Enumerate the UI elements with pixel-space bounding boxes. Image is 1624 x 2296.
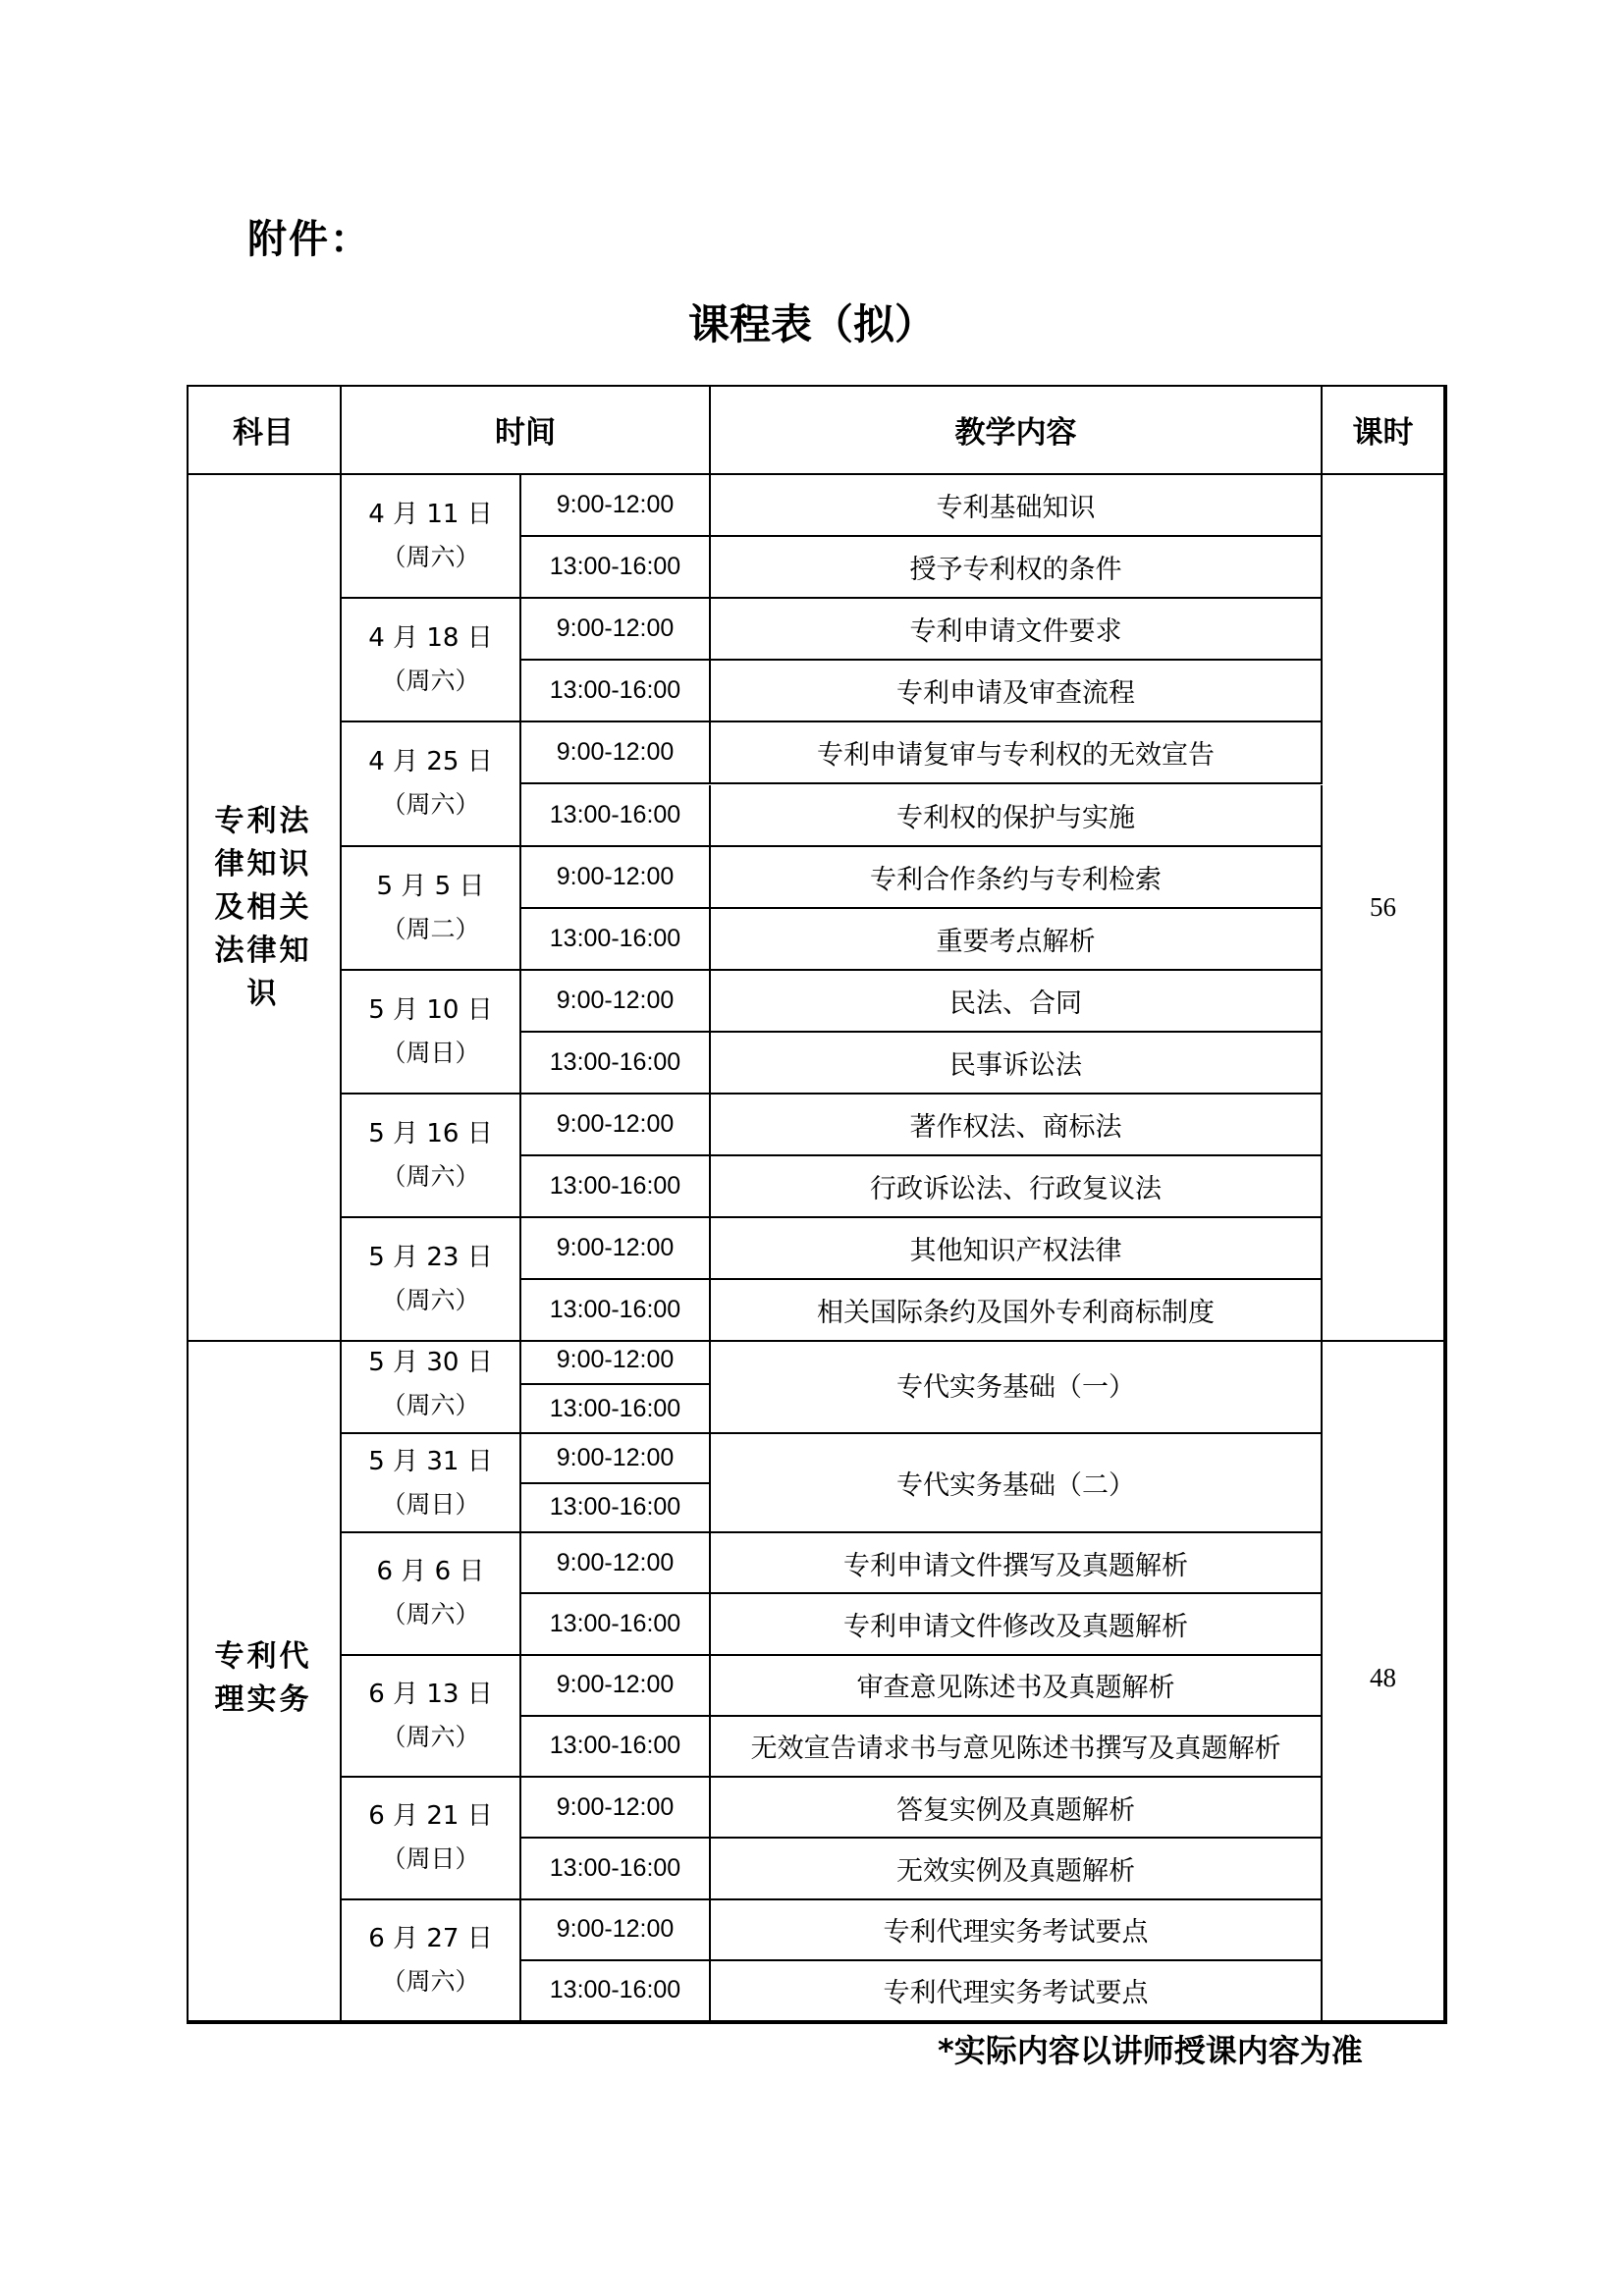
content-cell: 答复实例及真题解析 xyxy=(711,1778,1323,1839)
weekday-label: （周六） xyxy=(381,1722,480,1751)
date-label: 5 月 5 日 xyxy=(376,871,485,901)
time-slot-cell: 13:00-16:00 xyxy=(521,1156,711,1218)
content-cell: 专利基础知识 xyxy=(711,475,1323,537)
page-title: 课程表（拟） xyxy=(687,300,936,348)
time-slot-cell: 13:00-16:00 xyxy=(521,1594,711,1655)
time-slot-cell: 13:00-16:00 xyxy=(521,661,711,722)
date-label: 5 月 23 日 xyxy=(368,1243,493,1273)
date-cell xyxy=(342,599,521,722)
content-cell: 专利申请文件撰写及真题解析 xyxy=(711,1533,1323,1594)
time-slot-cell: 13:00-16:00 xyxy=(521,1484,711,1534)
time-slot-cell: 9:00-12:00 xyxy=(521,1656,711,1717)
time-slot-cell: 13:00-16:00 xyxy=(521,1033,711,1095)
subject-cell: 专利法律知识及相关法律知识 xyxy=(187,475,342,1342)
date-label: 4 月 11 日 xyxy=(368,500,493,530)
time-slot-cell: 13:00-16:00 xyxy=(521,1280,711,1342)
date-label: 5 月 30 日 xyxy=(368,1348,493,1377)
content-cell: 专利申请及审查流程 xyxy=(711,661,1323,722)
content-cell: 专利合作条约与专利检索 xyxy=(711,847,1323,909)
content-cell: 无效宣告请求书与意见陈述书撰写及真题解析 xyxy=(711,1717,1323,1778)
weekday-label: （周二） xyxy=(381,914,480,943)
content-cell: 相关国际条约及国外专利商标制度 xyxy=(711,1280,1323,1342)
time-slot-cell: 9:00-12:00 xyxy=(521,847,711,909)
time-slot-cell: 9:00-12:00 xyxy=(521,599,711,661)
weekday-label: （周六） xyxy=(381,543,480,572)
date-cell xyxy=(342,475,521,599)
time-slot-cell: 13:00-16:00 xyxy=(521,1385,711,1434)
date-label: 6 月 21 日 xyxy=(368,1801,493,1832)
date-cell xyxy=(342,1218,521,1342)
date-cell xyxy=(342,722,521,846)
header-time: 时间 xyxy=(342,385,711,475)
date-cell xyxy=(342,1434,521,1533)
date-cell xyxy=(342,971,521,1095)
time-slot-cell: 9:00-12:00 xyxy=(521,722,711,784)
content-cell: 著作权法、商标法 xyxy=(711,1095,1323,1156)
weekday-label: （周日） xyxy=(381,1038,480,1067)
date-cell xyxy=(342,1656,521,1779)
time-slot-cell: 9:00-12:00 xyxy=(521,475,711,537)
content-cell: 重要考点解析 xyxy=(711,909,1323,971)
time-slot-cell: 9:00-12:00 xyxy=(521,1533,711,1594)
date-cell xyxy=(342,847,521,971)
time-slot-cell: 9:00-12:00 xyxy=(521,1434,711,1484)
attachment-label: 附件： xyxy=(247,217,371,262)
time-slot-cell: 13:00-16:00 xyxy=(521,537,711,599)
date-label: 6 月 6 日 xyxy=(376,1557,485,1587)
date-cell xyxy=(342,1778,521,1900)
date-label: 6 月 27 日 xyxy=(368,1923,493,1953)
weekday-label: （周六） xyxy=(381,1391,480,1419)
date-cell xyxy=(342,1336,521,1434)
footnote: *实际内容以讲师授课内容为准 xyxy=(938,2032,1363,2069)
content-cell: 专代实务基础（二） xyxy=(711,1434,1323,1533)
date-label: 4 月 25 日 xyxy=(368,747,493,777)
time-slot-cell: 9:00-12:00 xyxy=(521,1778,711,1839)
content-cell: 专利代理实务考试要点 xyxy=(711,1900,1323,1961)
date-label: 6 月 13 日 xyxy=(368,1679,493,1709)
weekday-label: （周六） xyxy=(381,790,480,820)
date-cell xyxy=(342,1533,521,1656)
weekday-label: （周六） xyxy=(381,1600,480,1629)
hours-cell: 48 xyxy=(1323,1336,1445,2022)
date-label: 5 月 16 日 xyxy=(368,1119,493,1149)
hours-cell: 56 xyxy=(1323,475,1445,1342)
content-cell: 授予专利权的条件 xyxy=(711,537,1323,599)
content-cell: 专利申请文件要求 xyxy=(711,599,1323,661)
content-cell: 专代实务基础（一） xyxy=(711,1336,1323,1434)
content-cell: 审查意见陈述书及真题解析 xyxy=(711,1656,1323,1717)
time-slot-cell: 9:00-12:00 xyxy=(521,1095,711,1156)
time-slot-cell: 13:00-16:00 xyxy=(521,1839,711,1899)
time-slot-cell: 13:00-16:00 xyxy=(521,785,711,847)
content-cell: 民法、合同 xyxy=(711,971,1323,1033)
date-label: 5 月 10 日 xyxy=(368,994,493,1025)
content-cell: 专利代理实务考试要点 xyxy=(711,1961,1323,2022)
time-slot-cell: 9:00-12:00 xyxy=(521,1336,711,1385)
time-slot-cell: 13:00-16:00 xyxy=(521,1717,711,1778)
time-slot-cell: 9:00-12:00 xyxy=(521,971,711,1033)
content-cell: 专利申请文件修改及真题解析 xyxy=(711,1594,1323,1655)
time-slot-cell: 13:00-16:00 xyxy=(521,909,711,971)
content-cell: 无效实例及真题解析 xyxy=(711,1839,1323,1899)
weekday-label: （周六） xyxy=(381,667,480,696)
time-slot-cell: 9:00-12:00 xyxy=(521,1900,711,1961)
schedule-table xyxy=(187,385,1445,2022)
time-slot-cell: 13:00-16:00 xyxy=(521,1961,711,2022)
content-cell: 行政诉讼法、行政复议法 xyxy=(711,1156,1323,1218)
content-cell: 专利权的保护与实施 xyxy=(711,785,1323,847)
content-cell: 专利申请复审与专利权的无效宣告 xyxy=(711,722,1323,784)
header-hours: 课时 xyxy=(1323,385,1445,475)
weekday-label: （周六） xyxy=(381,1286,480,1315)
header-subject: 科目 xyxy=(187,385,342,475)
weekday-label: （周日） xyxy=(381,1844,480,1874)
date-label: 5 月 31 日 xyxy=(368,1446,493,1476)
weekday-label: （周六） xyxy=(381,1162,480,1192)
date-cell xyxy=(342,1095,521,1218)
content-cell: 民事诉讼法 xyxy=(711,1033,1323,1095)
weekday-label: （周日） xyxy=(381,1489,480,1519)
date-label: 4 月 18 日 xyxy=(368,623,493,654)
time-slot-cell: 9:00-12:00 xyxy=(521,1218,711,1280)
weekday-label: （周六） xyxy=(381,1966,480,1996)
subject-cell: 专利代理实务 xyxy=(187,1336,342,2022)
header-content: 教学内容 xyxy=(711,385,1323,475)
content-cell: 其他知识产权法律 xyxy=(711,1218,1323,1280)
date-cell xyxy=(342,1900,521,2023)
